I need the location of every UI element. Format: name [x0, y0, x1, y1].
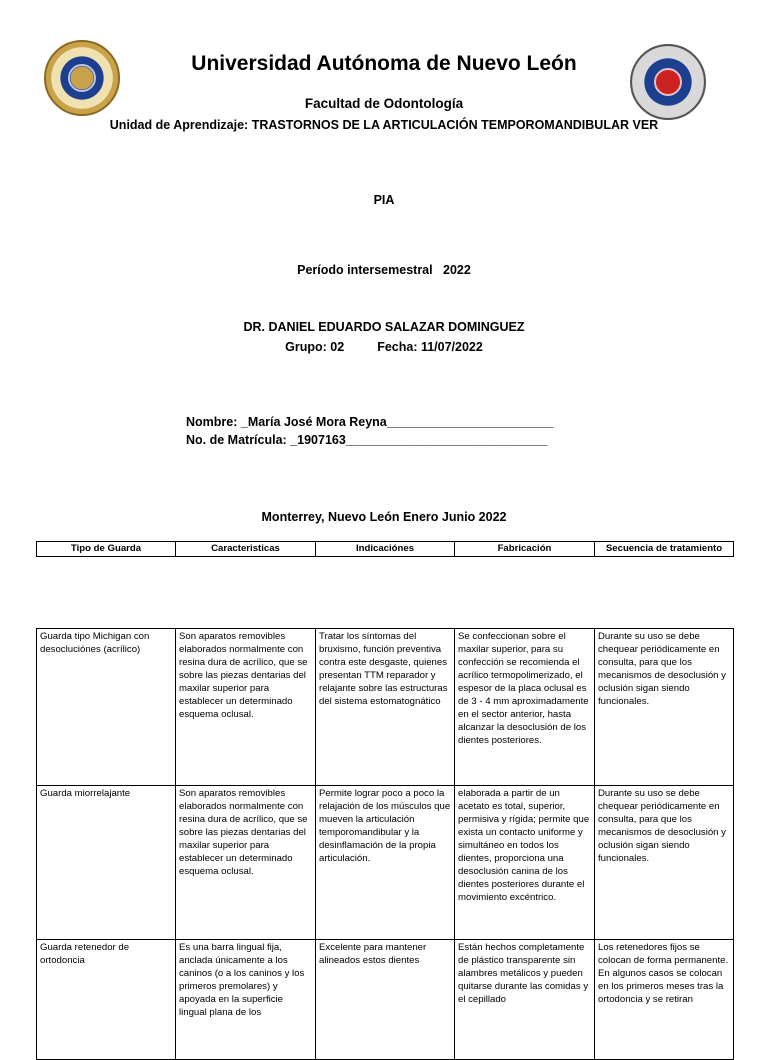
- header-row: [37, 542, 734, 557]
- place-date: Monterrey, Nuevo León Enero Junio 2022: [261, 510, 507, 524]
- group-date-line: [0, 340, 768, 354]
- teacher-name: DR. DANIEL EDUARDO SALAZAR DOMINGUEZ: [243, 320, 525, 334]
- header-table: [36, 541, 734, 557]
- student-name: Nombre: _María José Mora Reyna________________________: [186, 415, 554, 429]
- header-cell: Caracteristicas: [176, 542, 316, 557]
- table-row: [37, 786, 734, 940]
- header-cell: Tipo de Guarda: [37, 542, 176, 557]
- table-cell: Excelente para mantener alineados estos dientes: [316, 940, 455, 1060]
- unit-name: TRASTORNOS DE LA ARTICULACIÓN TEMPOROMANDIBULAR VER: [251, 118, 659, 132]
- table-cell: elaborada a partir de un acetato es total, superior, permisiva y rígida; permite que exista un contacto uniforme y simultáneo en todos los dientes, proporciona una desoclusión canina de los dientes posteriores durante el movimiento excéntrico.: [455, 786, 595, 940]
- table-cell: Los retenedores fijos se colocan de forma permanente. En algunos casos se colocan en los primeros meses tras la ortodoncia y se retiran: [595, 940, 734, 1060]
- table-cell: Durante su uso se debe chequear periódicamente en consulta, para que los mecanismos de desoclusión y oclusión sigan siendo funcionales.: [595, 786, 734, 940]
- guards-table: [36, 628, 734, 1060]
- table-cell: Guarda retenedor de ortodoncia: [37, 940, 176, 1060]
- table-cell: Es una barra lingual fija, anclada únicamente a los caninos (o a los caninos y los primeros premolares) y apoyada en la superficie lingual plana de los: [176, 940, 316, 1060]
- university-title: Universidad Autónoma de Nuevo León: [191, 52, 577, 75]
- table-cell: Se confeccionan sobre el maxilar superior, para su confección se recomienda el acrílico termopolimerizado, el espesor de la placa oclusal es de 3 - 4 mm aproximadamente en el sector anterior, hasta alcanzar la desoclusión de los dientes posteriores.: [455, 629, 595, 786]
- table-cell: Son aparatos removibles elaborados normalmente con resina dura de acrílico, que se sobre las piezas dentarias del maxilar superior para establecer un determinado esquema oclusal.: [176, 629, 316, 786]
- unit-label: Unidad de Aprendizaje:: [109, 118, 249, 132]
- header-cell: Fabricación: [455, 542, 595, 557]
- table-cell: Guarda tipo Michigan con desocluciónes (acrílico): [37, 629, 176, 786]
- table-row: [37, 940, 734, 1060]
- table-cell: Están hechos completamente de plástico transparente sin alambres metálicos y pueden quitarse durante las comidas y el cepillado: [455, 940, 595, 1060]
- unit-line: [0, 118, 768, 132]
- table-row: [37, 629, 734, 786]
- table-cell: Permite lograr poco a poco la relajación de los músculos que mueven la articulación temporomandibular y la desinflamación de la propia articulación.: [316, 786, 455, 940]
- period-label: Período intersemestral 2022: [297, 263, 471, 277]
- table-cell: Son aparatos removibles elaborados normalmente con resina dura de acrílico, que se sobre las piezas dentarias del maxilar superior para establecer un determinado esquema oclusal.: [176, 786, 316, 940]
- table-cell: Durante su uso se debe chequear periódicamente en consulta, para que los mecanismos de desoclusión y oclusión sigan siendo funcionales.: [595, 629, 734, 786]
- header-cell: Secuencia de tratamiento: [595, 542, 734, 557]
- faculty-title: Facultad de Odontología: [304, 96, 464, 111]
- group-label: Grupo: 02: [285, 340, 345, 354]
- pia-label: PIA: [373, 193, 395, 207]
- date-label: Fecha: 11/07/2022: [377, 340, 483, 354]
- student-matricula: No. de Matrícula: _1907163_____________________________: [186, 433, 548, 447]
- table-cell: Tratar los síntomas del bruxismo, función preventiva contra este desgaste, quienes presentan TTM reparador y relajante sobre las estructuras del sistema estomatognático: [316, 629, 455, 786]
- table-cell: Guarda miorrelajante: [37, 786, 176, 940]
- header-cell: Indicaciónes: [316, 542, 455, 557]
